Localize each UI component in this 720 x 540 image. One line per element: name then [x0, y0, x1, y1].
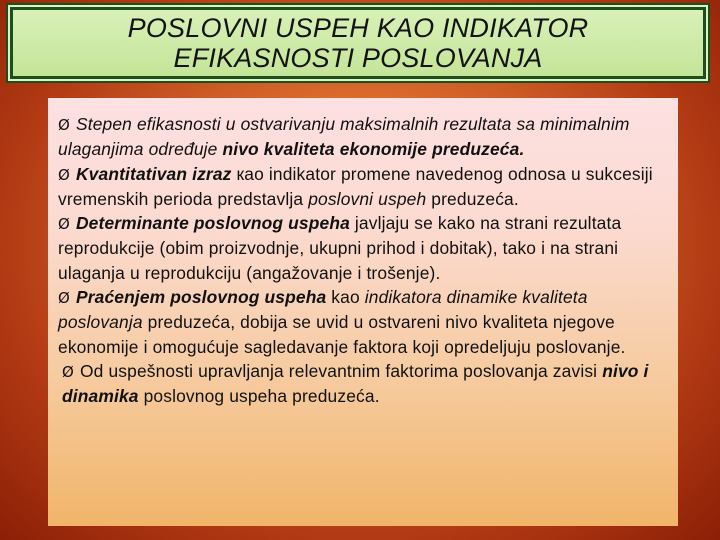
- bullet-list: [58, 112, 670, 409]
- arrow-right-icon: Ø: [58, 215, 70, 234]
- text-segment: Stepen efikasnosti u ostvarivanju maksimalnih rezultata sa minimalnim ulaganjima određuje: [58, 114, 630, 160]
- text-segment: Determinante poslovnog uspeha: [75, 213, 350, 234]
- arrow-right-icon: Ø: [58, 165, 70, 184]
- bullet-paragraph: [58, 162, 670, 212]
- text-segment: nivo kvaliteta ekonomije preduzeća.: [222, 139, 525, 160]
- bullet-paragraph: [58, 285, 670, 359]
- text-segment: indikatora dinamike kvaliteta poslovanja: [58, 287, 588, 333]
- text-segment: poslovni uspeh: [308, 188, 427, 209]
- title-line-2: EFIKASNOSTI POSLOVANJA: [173, 43, 543, 73]
- text-segment: preduzeća.: [426, 188, 519, 209]
- bullet-paragraph: [58, 359, 670, 409]
- arrow-right-icon: Ø: [58, 116, 70, 134]
- text-segment: Praćenjem poslovnog uspeha: [75, 287, 327, 308]
- bullet-paragraph: [58, 211, 670, 285]
- text-segment: poslovnog uspeha preduzeća.: [138, 386, 380, 407]
- arrow-right-icon: Ø: [58, 289, 70, 308]
- text-segment: kao: [326, 287, 365, 308]
- text-segment: nivo i dinamika: [62, 360, 649, 407]
- content-box: [48, 98, 678, 526]
- title-box: [10, 7, 706, 79]
- text-segment: Od uspešnosti upravljanja relevantnim faktorima poslovanja zavisi: [79, 360, 603, 381]
- text-segment: javljaju se kako na strani rezultata reprodukcije (obim proizvodnje, ukupni prihod i dobitak), tako i na strani ulaganja u reprodukciju (angažovanje i trošenje).: [58, 213, 622, 283]
- text-segment: Kvantitativan izraz: [75, 163, 232, 184]
- bullet-paragraph: [58, 112, 670, 162]
- title-line-1: POSLOVNI USPEH KAO INDIKATOR: [127, 13, 589, 43]
- text-segment: preduzeća, dobija se uvid u ostvareni nivo kvaliteta njegove ekonomije i omogućuje sagledavanje faktora koji opredeljuju poslovanje.: [58, 312, 626, 357]
- text-segment: кao indikator promene navedenog odnosa u sukcesiji vremenskih perioda predstavlja: [58, 163, 653, 209]
- arrow-right-icon: Ø: [62, 362, 74, 381]
